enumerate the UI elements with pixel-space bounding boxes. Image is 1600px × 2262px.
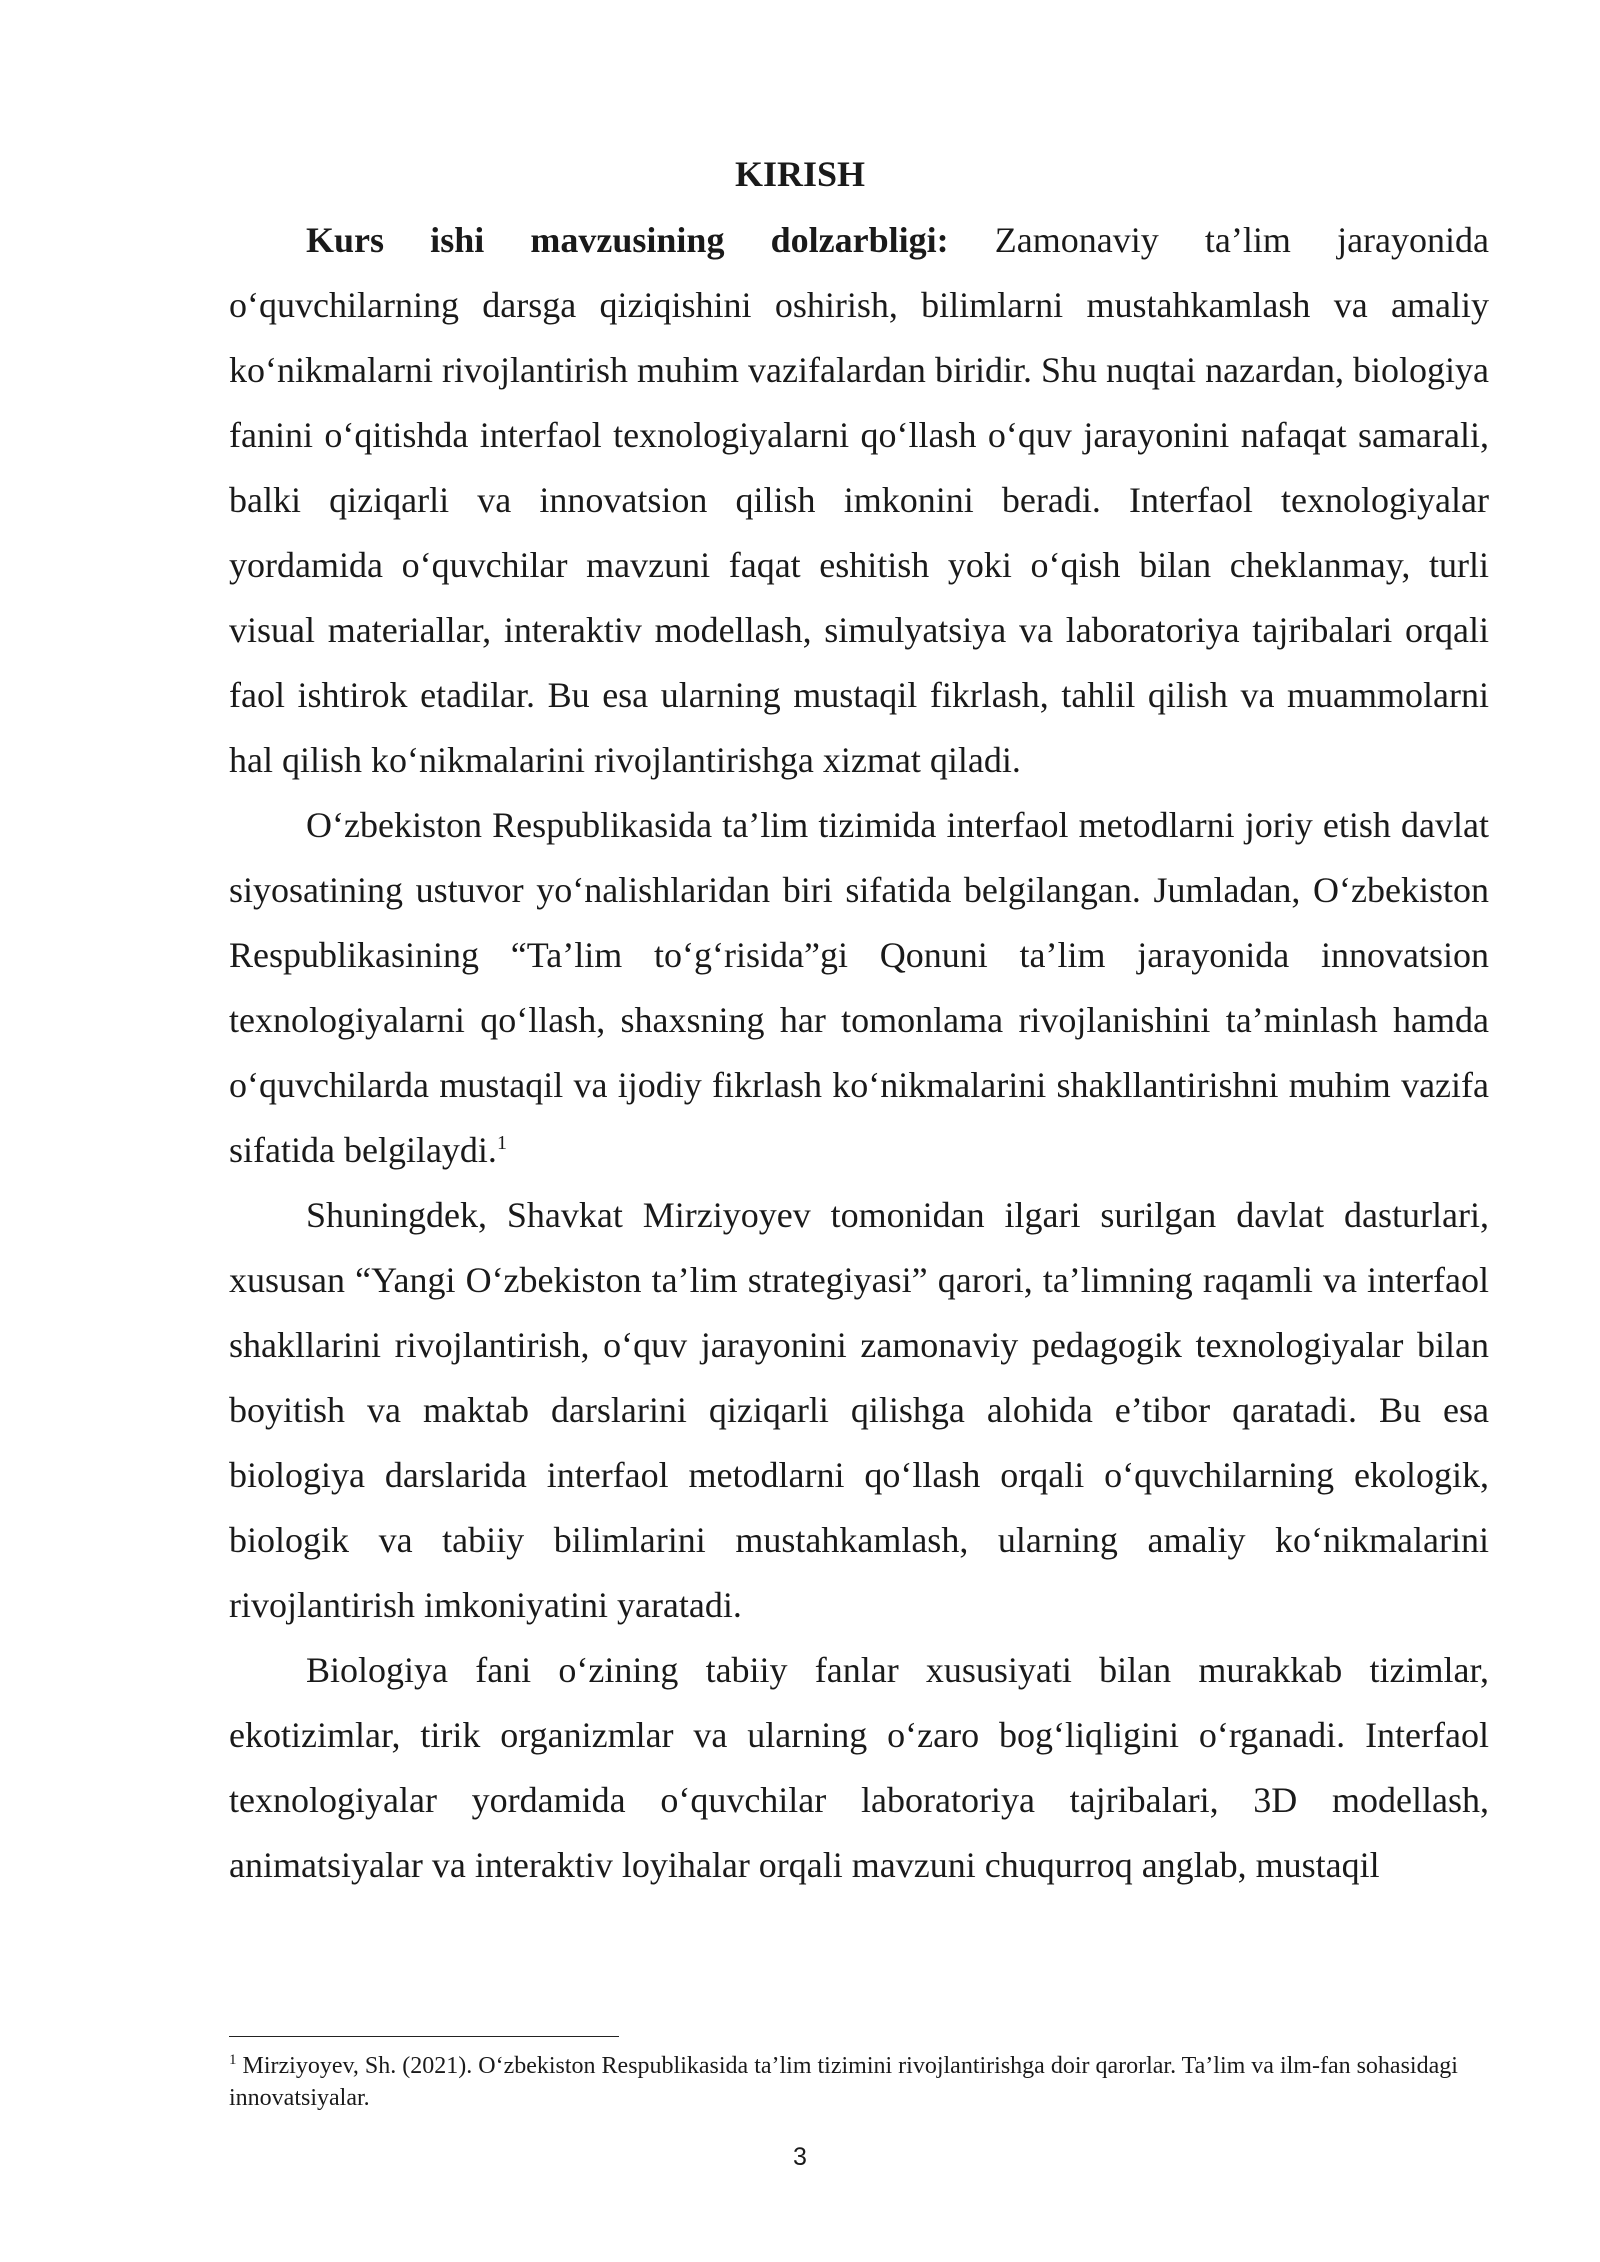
paragraph-text: Shuningdek, Shavkat Mirziyoyev tomonidan ilgari surilgan davlat dasturlari, xususan “Yangi O‘zbekiston ta’lim strategiyasi” qarori, ta’limning raqamli va interfaol shakllarini rivojlantirish, o‘quv jarayonini zamonaviy pedagogik texnologiyalar bilan boyitish va maktab darslarini qiziqarli qilishga alohida e’tibor qaratadi. Bu esa biologiya darslarida interfaol metodlarni qo‘llash orqali o‘quvchilarning ekologik, biologik va tabiiy bilimlarini mustahkamlash, ularning amaliy ko‘nikmalarini rivojlantirish imkoniyatini yaratadi. [229,1195,1489,1625]
paragraph-biology [229,1638,1489,1898]
page-number: 3 [793,2143,807,2171]
footnote-text: Mirziyoyev, Sh. (2021). O‘zbekiston Respublikasida ta’lim tizimini rivojlantirishga doir qarorlar. Ta’lim va ilm-fan sohasidagi innovatsiyalar. [229,2053,1458,2111]
paragraph-lead: Kurs ishi mavzusining dolzarbligi: [306,220,949,260]
paragraph-relevance [229,208,1489,793]
paragraph-text: Biologiya fani o‘zining tabiiy fanlar xususiyati bilan murakkab tizimlar, ekotizimlar, tirik organizmlar va ularning o‘zaro bog‘liqligini o‘rganadi. Interfaol texnologiyalar yordamida o‘quvchilar laboratoriya tajribalari, 3D modellash, animatsiyalar va interaktiv loyihalar orqali mavzuni chuqurroq anglab, mustaqil [229,1650,1489,1885]
paragraph-legislation [229,793,1489,1183]
footnote [229,2050,1469,2114]
footnote-reference[interactable]: 1 [496,1132,507,1154]
paragraph-strategy [229,1183,1489,1638]
body-text [229,208,1489,1898]
paragraph-text: Zamonaviy ta’lim jarayonida o‘quvchilarning darsga qiziqishini oshirish, bilimlarni mustahkamlash va amaliy ko‘nikmalarni rivojlantirish muhim vazifalardan biridir. Shu nuqtai nazardan, biologiya fanini o‘qitishda interfaol texnologiyalarni qo‘llash o‘quv jarayonini nafaqat samarali, balki qiziqarli va innovatsion qilish imkonini beradi. Interfaol texnologiyalar yordamida o‘quvchilar mavzuni faqat eshitish yoki o‘qish bilan cheklanmay, turli visual materiallar, interaktiv modellash, simulyatsiya va laboratoriya tajribalari orqali faol ishtirok etadilar. Bu esa ularning mustaqil fikrlash, tahlil qilish va muammolarni hal qilish ko‘nikmalarini rivojlantirishga xizmat qiladi. [229,220,1490,780]
footnote-separator [229,2036,619,2037]
section-heading: KIRISH [734,154,866,194]
footnote-marker: 1 [229,2052,237,2068]
paragraph-text: O‘zbekiston Respublikasida ta’lim tizimida interfaol metodlarni joriy etish davlat siyosatining ustuvor yo‘nalishlaridan biri sifatida belgilangan. Jumladan, O‘zbekiston Respublikasining “Ta’lim to‘g‘risida”gi Qonuni ta’lim jarayonida innovatsion texnologiyalarni qo‘llash, shaxsning har tomonlama rivojlanishini ta’minlash hamda o‘quvchilarda mustaqil va ijodiy fikrlash ko‘nikmalarini shakllantirishni muhim vazifa sifatida belgilaydi. [229,805,1489,1170]
